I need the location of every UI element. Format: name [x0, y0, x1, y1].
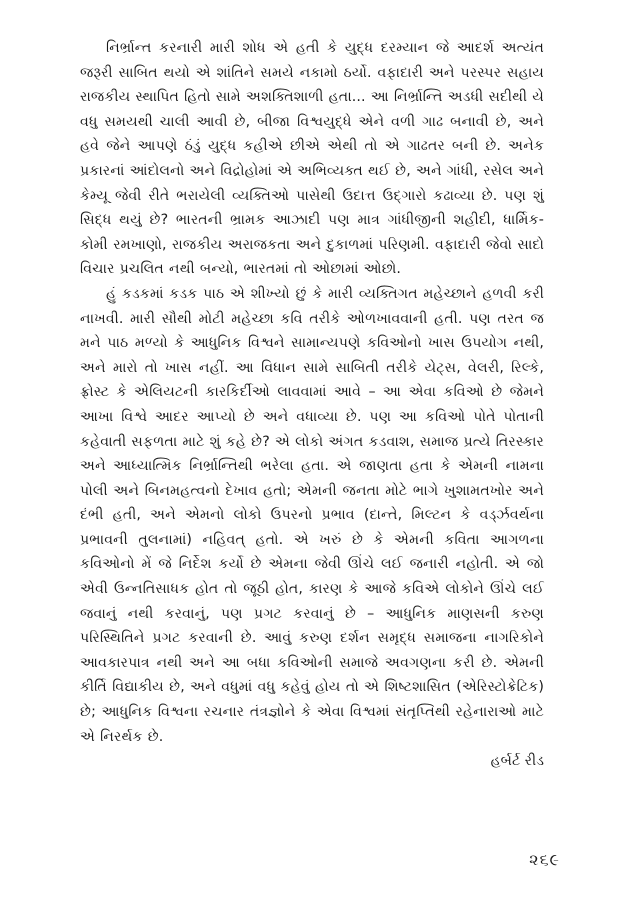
- page-body: [80, 36, 544, 773]
- author-attribution: હર્બર્ટ રીડ: [490, 753, 544, 770]
- page-number: ૨૬૯: [529, 850, 560, 869]
- paragraph-2: હું કડકમાં કડક પાઠ એ શીખ્યો છું કે મારી વ્યક્તિગત મહેચ્છાને હળવી કરી નાખવી. મારી સૌથી મોટી મહેચ્છા કવિ તરીકે ઓળખાવવાની હતી. પણ તરત જ મને પાઠ મળ્યો કે આધુનિક વિશ્વને સામાન્યપણે કવિઓનો ખાસ ઉપયોગ નથી, અને મારો તો ખાસ નહીં. આ વિધાન સામે સાબિતી તરીકે યેટ્સ, વેલરી, રિલ્કે, ફ્રોસ્ટ કે એલિયટની કારકિર્દીઓ લાવવામાં આવે – આ એવા કવિઓ છે જેમને આખા વિશ્વે આદર આપ્યો છે અને વધાવ્યા છે. પણ આ કવિઓ પોતે પોતાની કહેવાતી સફળતા માટે શું કહે છે? એ લોકો અંગત કડવાશ, સમાજ પ્રત્યે તિરસ્કાર અને આધ્યાત્મિક નિર્ભ્રાન્તિથી ભરેલા હતા. એ જાણતા હતા કે એમની નામના પોલી અને બિનમહત્વનો દેખાવ હતો; એમની જનતા મોટે ભાગે ખુશામતખોર અને દંભી હતી, અને એમનો લોકો ઉપરનો પ્રભાવ (દાન્તે, મિલ્ટન કે વર્ડ્ઝવર્થના પ્રભાવની તુલનામાં) નહિવત્ હતો. એ ખરું છે કે એમની કવિતા આગળના કવિઓનો મેં જે નિર્દેશ કર્યો છે એમના જેવી ઊંચે લઈ જનારી નહોતી. એ જો એવી ઉન્નતિસાધક હોત તો જૂઠી હોત, કારણ કે આજે કવિએ લોકોને ઊંચે લઈ જવાનું નથી કરવાનું, પણ પ્રગટ કરવાનું છે – આધુનિક માણસની કરુણ પરિસ્થિતિને પ્રગટ કરવાની છે. આવું કરુણ દર્શન સમૃદ્ધ સમાજના નાગરિકોને આવકારપાત્ર નથી અને આ બધા કવિઓની સમાજે અવગણના કરી છે. એમની કીર્તિ વિદ્યાકીય છે, અને વધુમાં વધુ કહેવું હોય તો એ શિષ્ટશાસિત (એરિસ્ટોક્રેટિક) છે; આધુનિક વિશ્વના રચનાર તંત્રજ્ઞોને કે એવા વિશ્વમાં સંતૃપ્તિથી રહેનારાઓ માટે એ નિરર્થક છે.: [80, 285, 544, 745]
- paragraph-1: નિર્ભ્રાન્ત કરનારી મારી શોધ એ હતી કે યુદ્ધ દરમ્યાન જે આદર્શ અત્યંત જરૂરી સાબિત થયો એ શાંતિને સમયે નકામો ઠર્યો. વફાદારી અને પરસ્પર સહાય રાજકીય સ્થાપિત હિતો સામે અશક્તિશાળી હતા... આ નિર્ભ્રાન્તિ અડધી સદીથી યે વધુ સમયથી ચાલી આવી છે, બીજા વિશ્વયુદ્ધે એને વળી ગાઢ બનાવી છે, અને હવે જેને આપણે ઠંડું યુદ્ધ કહીએ છીએ એથી તો એ ગાઢતર બની છે. અનેક પ્રકારનાં આંદોલનો અને વિદ્રોહોમાં એ અભિવ્યક્ત થઈ છે, અને ગાંધી, રસેલ અને કેમ્યૂ જેવી રીતે ભરાયેલી વ્યક્તિઓ પાસેથી ઉદાત્ત ઉદ્ગારો કઢાવ્યા છે. પણ શું સિદ્ધ થયું છે? ભારતની ભ્રામક આઝાદી પણ માત્ર ગાંધીજીની શહીદી, ધાર્મિક-કોમી રમખાણો, રાજકીય અરાજકતા અને દુકાળમાં પરિણમી. વફાદારી જેવો સાદો વિચાર પ્રચલિત નથી બન્યો, ભારતમાં તો ઓછામાં ઓછો.: [80, 40, 544, 278]
